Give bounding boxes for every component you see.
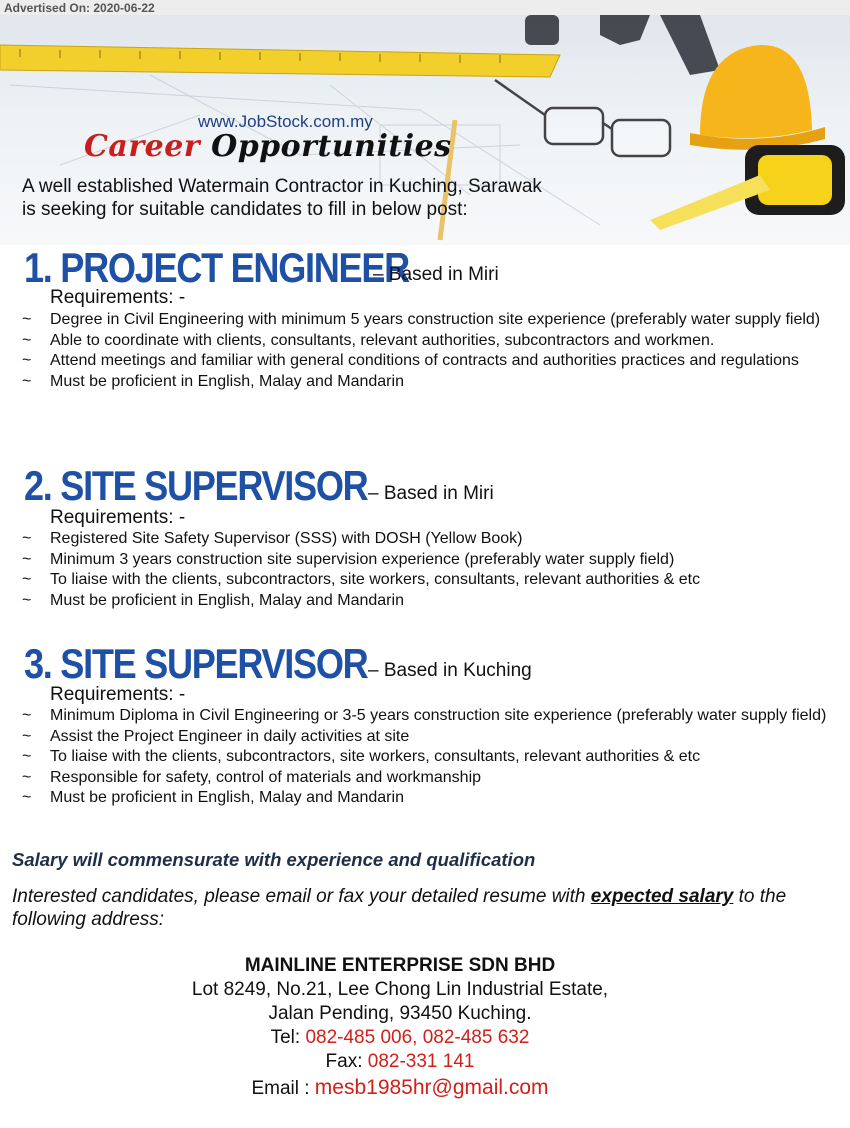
hard-hat-shape <box>700 45 812 138</box>
position-location: – Based in Miri <box>368 483 494 504</box>
list-item: ~ Minimum Diploma in Civil Engineering or 3-5 years construction site experience (preferably water supply field) <box>0 706 850 727</box>
tilde-bullet-icon: ~ <box>22 530 32 547</box>
intro-line-2: is seeking for suitable candidates to fill in below post: <box>22 199 468 220</box>
tilde-bullet-icon: ~ <box>22 748 32 765</box>
list-item: ~ Responsible for safety, control of materials and workmanship <box>0 768 850 789</box>
advertised-date: Advertised On: 2020-06-22 <box>4 1 155 15</box>
list-item: ~ Registered Site Safety Supervisor (SSS) with DOSH (Yellow Book) <box>0 529 850 550</box>
header-banner <box>0 15 850 245</box>
list-item: ~ Degree in Civil Engineering with minimum 5 years construction site experience (preferably water supply field) <box>0 310 850 331</box>
contact-block <box>0 954 800 1101</box>
company-name: MAINLINE ENTERPRISE SDN BHD <box>244 955 556 976</box>
tilde-bullet-icon: ~ <box>22 591 32 609</box>
application-instructions: Interested candidates, please email or fax your detailed resume with expected salary to the following address: <box>12 886 787 930</box>
requirements-list <box>0 706 850 809</box>
tilde-bullet-icon: ~ <box>22 571 32 588</box>
list-item: ~ To liaise with the clients, subcontractors, site workers, consultants, relevant authorities & etc <box>0 747 850 768</box>
position-location: – Based in Kuching <box>368 660 532 681</box>
advertised-date-bar <box>0 0 850 15</box>
email: Email : mesb1985hr@gmail.com <box>251 1076 549 1099</box>
list-item: ~ Minimum 3 years construction site supervision experience (preferably water supply field) <box>0 550 850 571</box>
career-opportunities-heading <box>84 129 452 164</box>
list-item: ~ Must be proficient in English, Malay and Mandarin <box>0 372 850 393</box>
tilde-bullet-icon: ~ <box>22 550 32 568</box>
requirements-label: Requirements: - <box>50 287 186 308</box>
position-project-engineer <box>0 244 850 390</box>
position-title: 2. SITE SUPERVISOR <box>24 462 368 509</box>
position-site-supervisor-kuching <box>0 640 850 806</box>
fax: Fax: 082-331 141 <box>325 1051 475 1072</box>
requirements-label: Requirements: - <box>50 507 186 528</box>
salary-note: Salary will commensurate with experience and qualification <box>12 849 536 870</box>
tilde-bullet-icon: ~ <box>22 789 32 806</box>
list-item: ~ Attend meetings and familiar with general conditions of contracts and authorities practices and regulations <box>0 351 850 372</box>
tilde-bullet-icon: ~ <box>22 311 32 328</box>
intro-text <box>22 175 542 221</box>
tilde-bullet-icon: ~ <box>22 707 32 724</box>
career-word: Career <box>84 129 201 164</box>
position-title: 3. SITE SUPERVISOR <box>24 640 368 687</box>
email-address-link[interactable]: mesb1985hr@gmail.com <box>314 1076 549 1099</box>
requirements-list <box>0 310 850 392</box>
website-url: www.JobStock.com.my <box>198 112 373 131</box>
position-location: – Based in Miri <box>373 264 499 285</box>
position-title: 1. PROJECT ENGINEER <box>24 244 409 291</box>
tilde-bullet-icon: ~ <box>22 768 32 786</box>
tilde-bullet-icon: ~ <box>22 372 32 390</box>
expected-salary-emphasis: expected salary <box>590 886 734 907</box>
requirements-list <box>0 529 850 611</box>
requirements-label: Requirements: - <box>50 684 186 705</box>
list-item: ~ Able to coordinate with clients, consultants, relevant authorities, subcontractors and workmen. <box>0 331 850 352</box>
list-item: ~ Must be proficient in English, Malay and Mandarin <box>0 788 850 809</box>
tilde-bullet-icon: ~ <box>22 331 32 349</box>
telephone-numbers[interactable]: 082-485 006, 082-485 632 <box>305 1027 530 1048</box>
list-item: ~ To liaise with the clients, subcontractors, site workers, consultants, relevant authorities & etc <box>0 570 850 591</box>
address-line-1: Lot 8249, No.21, Lee Chong Lin Industrial Estate, <box>191 979 609 1000</box>
telephone: Tel: 082-485 006, 082-485 632 <box>270 1027 530 1048</box>
intro-line-1: A well established Watermain Contractor in Kuching, Sarawak <box>22 176 542 197</box>
address-line-2: Jalan Pending, 93450 Kuching. <box>268 1003 532 1024</box>
tilde-bullet-icon: ~ <box>22 352 32 369</box>
ruler-shape <box>0 45 560 77</box>
position-site-supervisor-miri <box>0 462 850 609</box>
fax-number[interactable]: 082-331 141 <box>367 1051 475 1072</box>
opportunities-word: Opportunities <box>211 129 452 164</box>
list-item: ~ Assist the Project Engineer in daily activities at site <box>0 727 850 748</box>
list-item: ~ Must be proficient in English, Malay and Mandarin <box>0 591 850 612</box>
tilde-bullet-icon: ~ <box>22 727 32 745</box>
